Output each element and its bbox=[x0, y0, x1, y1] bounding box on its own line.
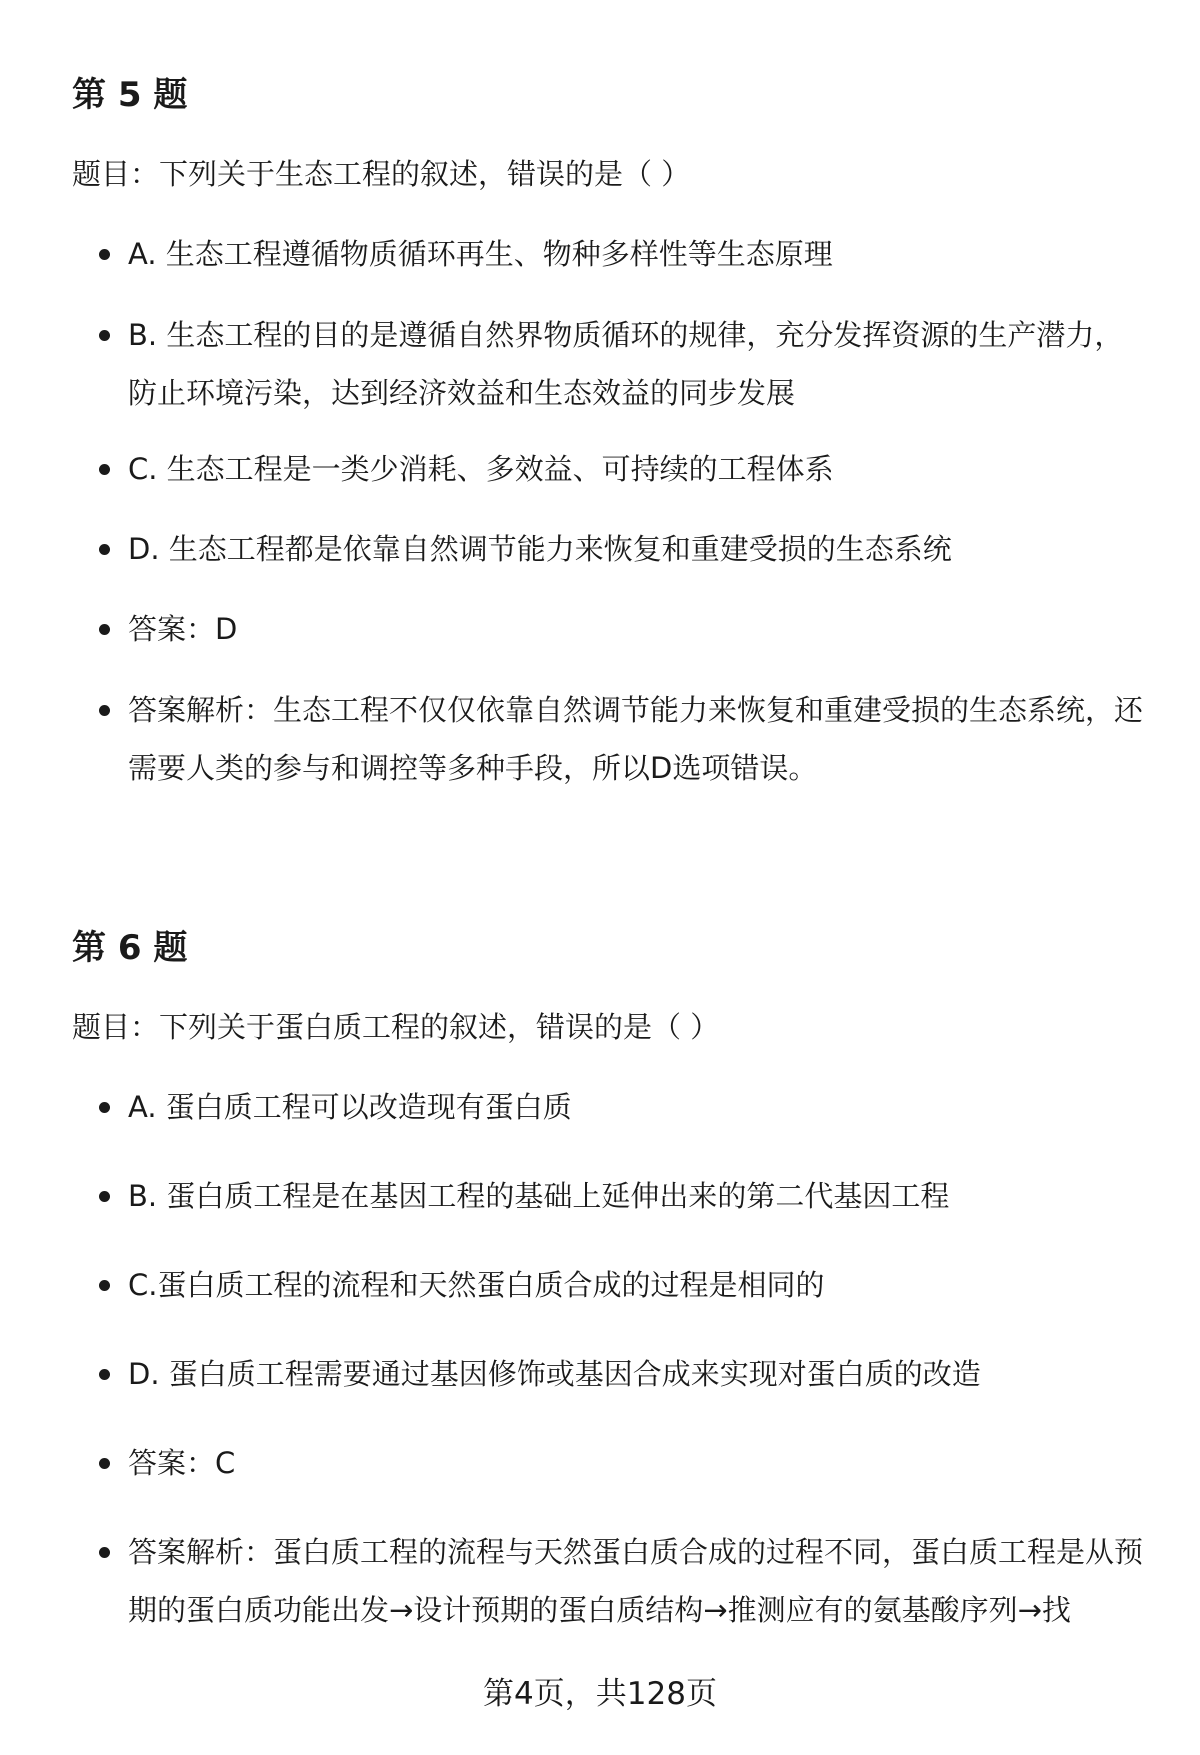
option-text: C. 生态工程是一类少消耗、多效益、可持续的工程体系 bbox=[128, 452, 834, 486]
question-title: 第 5 题 bbox=[72, 75, 188, 115]
bullet-icon bbox=[99, 249, 110, 260]
option-text: D. 生态工程都是依靠自然调节能力来恢复和重建受损的生态系统 bbox=[128, 532, 952, 566]
bullet-icon bbox=[99, 705, 110, 716]
option-c bbox=[128, 440, 1148, 498]
option-d bbox=[128, 520, 1148, 578]
bullet-icon bbox=[99, 1191, 110, 1202]
answer bbox=[128, 1434, 1148, 1492]
answer-text: 答案：C bbox=[128, 1446, 236, 1480]
question-title: 第 6 题 bbox=[72, 928, 188, 968]
option-text: D. 蛋白质工程需要通过基因修饰或基因合成来实现对蛋白质的改造 bbox=[128, 1357, 981, 1391]
option-b bbox=[128, 306, 1148, 422]
bullet-icon bbox=[99, 1458, 110, 1469]
page-number: 第4页，共128页 bbox=[483, 1676, 717, 1712]
option-b bbox=[128, 1167, 1148, 1225]
question-stem: 题目：下列关于蛋白质工程的叙述，错误的是（ ） bbox=[72, 1010, 720, 1044]
analysis-text: 答案解析：生态工程不仅仅依靠自然调节能力来恢复和重建受损的生态系统，还需要人类的参与和调控等多种手段，所以D选项错误。 bbox=[128, 693, 1144, 785]
bullet-icon bbox=[99, 1102, 110, 1113]
bullet-icon bbox=[99, 1547, 110, 1558]
option-a bbox=[128, 1078, 1148, 1136]
option-text: C.蛋白质工程的流程和天然蛋白质合成的过程是相同的 bbox=[128, 1268, 825, 1302]
answer-analysis bbox=[128, 681, 1148, 797]
option-c bbox=[128, 1256, 1148, 1314]
bullet-icon bbox=[99, 330, 110, 341]
bullet-icon bbox=[99, 1369, 110, 1380]
answer bbox=[128, 600, 1148, 658]
bullet-icon bbox=[99, 464, 110, 475]
option-text: B. 生态工程的目的是遵循自然界物质循环的规律，充分发挥资源的生产潜力，防止环境污染，达到经济效益和生态效益的同步发展 bbox=[128, 318, 1124, 410]
bullet-icon bbox=[99, 624, 110, 635]
option-text: A. 生态工程遵循物质循环再生、物种多样性等生态原理 bbox=[128, 237, 833, 271]
answer-analysis bbox=[128, 1523, 1148, 1639]
option-text: B. 蛋白质工程是在基因工程的基础上延伸出来的第二代基因工程 bbox=[128, 1179, 950, 1213]
option-a bbox=[128, 225, 1148, 283]
question-6 bbox=[72, 923, 1152, 1627]
answer-text: 答案：D bbox=[128, 612, 238, 646]
bullet-icon bbox=[99, 1280, 110, 1291]
option-text: A. 蛋白质工程可以改造现有蛋白质 bbox=[128, 1090, 572, 1124]
analysis-text: 答案解析：蛋白质工程的流程与天然蛋白质合成的过程不同，蛋白质工程是从预期的蛋白质功能出发→设计预期的蛋白质结构→推测应有的氨基酸序列→找 bbox=[128, 1535, 1144, 1627]
option-d bbox=[128, 1345, 1148, 1403]
question-stem: 题目：下列关于生态工程的叙述，错误的是（ ） bbox=[72, 157, 691, 191]
question-5 bbox=[72, 70, 1152, 785]
bullet-icon bbox=[99, 544, 110, 555]
